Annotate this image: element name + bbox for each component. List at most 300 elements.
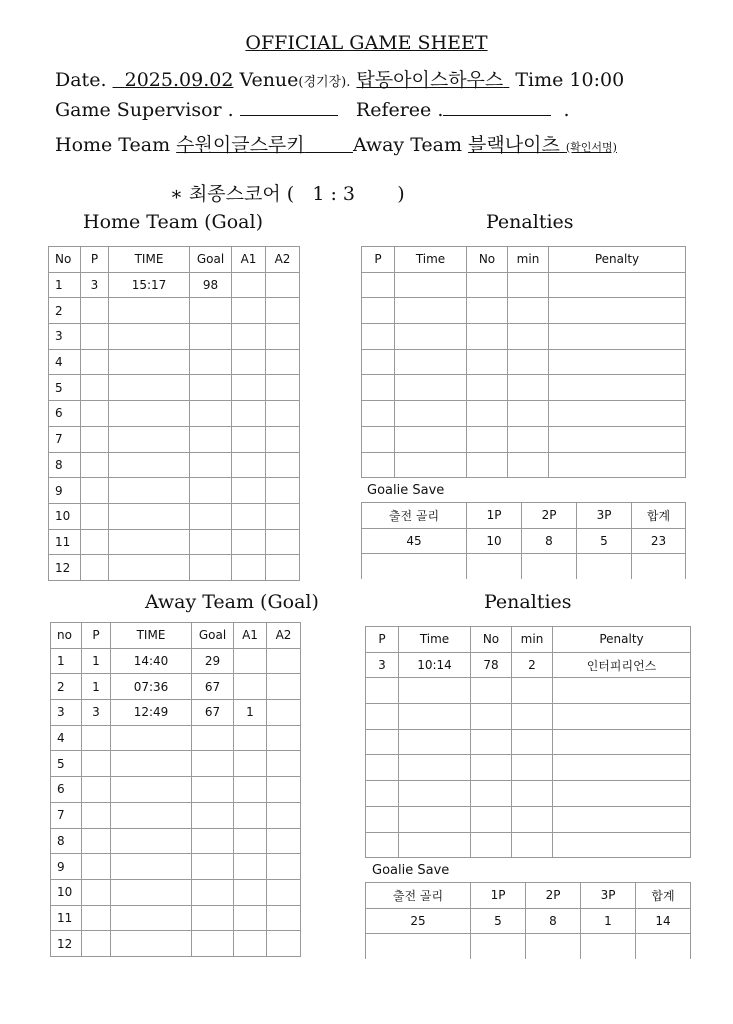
table-cell[interactable]: [362, 554, 467, 579]
table-cell[interactable]: [234, 777, 267, 803]
table-cell[interactable]: [467, 349, 508, 375]
column-header: 3P: [577, 503, 632, 529]
table-cell[interactable]: [190, 503, 232, 529]
table-cell[interactable]: 5: [577, 528, 632, 554]
table-row: [49, 375, 300, 401]
table-cell[interactable]: 10: [467, 528, 522, 554]
table-cell[interactable]: [467, 324, 508, 350]
home-penalties-heading: Penalties: [486, 211, 574, 233]
table-cell[interactable]: [234, 674, 267, 700]
table-cell[interactable]: [111, 905, 192, 931]
table-cell[interactable]: 4: [51, 725, 82, 751]
table-cell[interactable]: [190, 555, 232, 581]
table-cell[interactable]: [234, 725, 267, 751]
table-row: [362, 401, 686, 427]
table-cell[interactable]: [190, 298, 232, 324]
table-cell[interactable]: [81, 503, 109, 529]
table-cell[interactable]: 2: [512, 652, 553, 678]
table-cell[interactable]: [109, 452, 190, 478]
table-cell[interactable]: [395, 349, 467, 375]
table-cell[interactable]: [232, 426, 266, 452]
table-cell[interactable]: [362, 298, 395, 324]
venue-sub-label: (경기장).: [298, 75, 351, 90]
table-cell[interactable]: [234, 828, 267, 854]
table-cell[interactable]: [399, 781, 471, 807]
table-cell[interactable]: [82, 802, 111, 828]
table-header-row: [362, 247, 686, 273]
table-cell[interactable]: 78: [471, 652, 512, 678]
table-cell[interactable]: [192, 931, 234, 957]
table-cell[interactable]: [636, 934, 691, 959]
table-cell[interactable]: [549, 426, 686, 452]
table-cell[interactable]: [111, 879, 192, 905]
table-cell[interactable]: 7: [51, 802, 82, 828]
table-cell[interactable]: [549, 272, 686, 298]
table-cell[interactable]: 5: [49, 375, 81, 401]
away-goal-table: [50, 622, 301, 957]
table-cell[interactable]: [109, 349, 190, 375]
table-cell[interactable]: 14:40: [111, 648, 192, 674]
table-cell[interactable]: [508, 324, 549, 350]
supervisor-field[interactable]: [240, 97, 338, 116]
table-cell[interactable]: [109, 503, 190, 529]
table-cell[interactable]: [109, 324, 190, 350]
table-cell[interactable]: [111, 854, 192, 880]
table-cell[interactable]: [366, 832, 399, 858]
table-cell[interactable]: [508, 426, 549, 452]
table-cell[interactable]: 10: [51, 879, 82, 905]
table-cell[interactable]: [581, 934, 636, 959]
table-cell[interactable]: [512, 755, 553, 781]
home-goalie-save-label: Goalie Save: [367, 483, 445, 498]
table-cell[interactable]: [192, 777, 234, 803]
table-cell[interactable]: 1: [82, 648, 111, 674]
table-header-row: [51, 623, 301, 649]
table-cell[interactable]: [395, 401, 467, 427]
table-cell[interactable]: [232, 272, 266, 298]
table-cell[interactable]: [190, 375, 232, 401]
table-row: [49, 401, 300, 427]
table-cell[interactable]: 12:49: [111, 700, 192, 726]
table-cell[interactable]: [553, 678, 691, 704]
table-cell[interactable]: [109, 298, 190, 324]
table-cell[interactable]: 2: [49, 298, 81, 324]
table-cell[interactable]: [82, 777, 111, 803]
table-row: [366, 704, 691, 730]
table-cell[interactable]: [190, 426, 232, 452]
column-header: No: [467, 247, 508, 273]
away-team-label: Away Team: [352, 134, 462, 156]
table-cell[interactable]: [471, 729, 512, 755]
table-cell[interactable]: [267, 802, 301, 828]
table-cell[interactable]: [81, 324, 109, 350]
table-cell[interactable]: [234, 802, 267, 828]
column-header: 출전 골리: [366, 883, 471, 909]
table-row: [51, 854, 301, 880]
officials-line: [55, 97, 570, 121]
table-row: [51, 905, 301, 931]
table-cell[interactable]: [81, 298, 109, 324]
table-cell[interactable]: [467, 401, 508, 427]
table-cell[interactable]: [366, 678, 399, 704]
table-cell[interactable]: [81, 452, 109, 478]
table-cell[interactable]: [366, 781, 399, 807]
table-cell[interactable]: [508, 349, 549, 375]
table-cell[interactable]: 1: [49, 272, 81, 298]
table-cell[interactable]: [266, 298, 300, 324]
table-cell[interactable]: [82, 931, 111, 957]
table-cell[interactable]: 12: [49, 555, 81, 581]
table-row: [49, 503, 300, 529]
table-cell[interactable]: 11: [51, 905, 82, 931]
table-cell[interactable]: [362, 401, 395, 427]
table-cell[interactable]: [232, 375, 266, 401]
table-cell[interactable]: [234, 931, 267, 957]
table-cell[interactable]: [234, 648, 267, 674]
table-cell[interactable]: [577, 554, 632, 579]
table-cell[interactable]: [232, 324, 266, 350]
table-cell[interactable]: [512, 832, 553, 858]
table-cell[interactable]: [192, 725, 234, 751]
table-cell[interactable]: [399, 704, 471, 730]
table-row: [51, 725, 301, 751]
table-cell[interactable]: 25: [366, 908, 471, 934]
table-cell[interactable]: 98: [190, 272, 232, 298]
table-cell[interactable]: 14: [636, 908, 691, 934]
table-cell[interactable]: [109, 478, 190, 504]
table-cell[interactable]: 67: [192, 700, 234, 726]
table-cell[interactable]: [467, 375, 508, 401]
table-row: [51, 828, 301, 854]
table-cell[interactable]: [81, 375, 109, 401]
table-row: [362, 272, 686, 298]
table-cell[interactable]: 5: [51, 751, 82, 777]
table-cell[interactable]: [266, 478, 300, 504]
final-score: [170, 179, 405, 206]
table-cell[interactable]: [82, 879, 111, 905]
table-cell[interactable]: [266, 272, 300, 298]
table-cell[interactable]: [234, 879, 267, 905]
table-cell[interactable]: 67: [192, 674, 234, 700]
column-header: 2P: [522, 503, 577, 529]
table-cell[interactable]: [111, 828, 192, 854]
table-cell[interactable]: 4: [49, 349, 81, 375]
table-cell[interactable]: 8: [526, 908, 581, 934]
table-cell[interactable]: [232, 555, 266, 581]
table-cell[interactable]: [267, 879, 301, 905]
table-row: [51, 777, 301, 803]
table-cell[interactable]: [512, 729, 553, 755]
table-cell[interactable]: [512, 806, 553, 832]
table-cell[interactable]: 3: [51, 700, 82, 726]
table-cell[interactable]: [267, 751, 301, 777]
table-cell[interactable]: [267, 700, 301, 726]
table-cell[interactable]: 1: [581, 908, 636, 934]
table-cell[interactable]: [471, 755, 512, 781]
table-cell[interactable]: 6: [51, 777, 82, 803]
table-cell[interactable]: [467, 298, 508, 324]
table-cell[interactable]: [267, 828, 301, 854]
table-cell[interactable]: [232, 503, 266, 529]
table-cell[interactable]: [399, 729, 471, 755]
table-cell[interactable]: [632, 554, 686, 579]
table-cell[interactable]: [232, 478, 266, 504]
table-cell[interactable]: [234, 751, 267, 777]
table-cell[interactable]: [522, 554, 577, 579]
table-cell[interactable]: [81, 529, 109, 555]
table-cell[interactable]: [109, 555, 190, 581]
table-row: [362, 375, 686, 401]
final-score-close: ): [397, 183, 405, 205]
column-header: 합계: [632, 503, 686, 529]
table-cell[interactable]: [266, 375, 300, 401]
table-row: [51, 879, 301, 905]
table-cell[interactable]: [192, 802, 234, 828]
table-cell[interactable]: [366, 729, 399, 755]
table-cell[interactable]: [553, 832, 691, 858]
table-cell[interactable]: [82, 751, 111, 777]
table-cell[interactable]: [508, 298, 549, 324]
table-cell[interactable]: [471, 806, 512, 832]
table-cell[interactable]: [82, 854, 111, 880]
table-cell[interactable]: 11: [49, 529, 81, 555]
column-header: No: [49, 247, 81, 273]
table-cell[interactable]: [471, 934, 526, 959]
table-cell[interactable]: 45: [362, 528, 467, 554]
table-row: [51, 931, 301, 957]
table-cell[interactable]: [395, 375, 467, 401]
table-cell[interactable]: [266, 324, 300, 350]
table-cell[interactable]: 3: [49, 324, 81, 350]
table-cell[interactable]: [512, 781, 553, 807]
table-cell[interactable]: [190, 478, 232, 504]
away-team-value: 블랙나이츠 (확인서명): [468, 134, 617, 156]
table-cell[interactable]: [512, 678, 553, 704]
table-cell[interactable]: [467, 272, 508, 298]
table-cell[interactable]: 6: [49, 401, 81, 427]
table-cell[interactable]: [266, 555, 300, 581]
table-row: [366, 678, 691, 704]
table-cell[interactable]: [81, 349, 109, 375]
table-row: [362, 324, 686, 350]
table-cell[interactable]: 9: [49, 478, 81, 504]
table-cell[interactable]: [232, 452, 266, 478]
table-cell[interactable]: 7: [49, 426, 81, 452]
table-cell[interactable]: 23: [632, 528, 686, 554]
table-cell[interactable]: [266, 426, 300, 452]
table-cell[interactable]: [553, 729, 691, 755]
table-cell[interactable]: [512, 704, 553, 730]
table-cell[interactable]: [267, 905, 301, 931]
table-cell[interactable]: [549, 375, 686, 401]
table-cell[interactable]: 1: [234, 700, 267, 726]
table-cell[interactable]: [192, 905, 234, 931]
table-cell[interactable]: [553, 704, 691, 730]
table-row: [49, 324, 300, 350]
away-goalie-save-table: [365, 882, 691, 959]
column-header: Penalty: [549, 247, 686, 273]
table-cell[interactable]: [232, 349, 266, 375]
table-cell[interactable]: [395, 272, 467, 298]
table-cell[interactable]: [549, 349, 686, 375]
table-cell[interactable]: [111, 725, 192, 751]
table-cell[interactable]: [232, 401, 266, 427]
table-cell[interactable]: 15:17: [109, 272, 190, 298]
table-cell[interactable]: [267, 674, 301, 700]
table-cell[interactable]: 29: [192, 648, 234, 674]
referee-field[interactable]: [443, 97, 551, 116]
table-cell[interactable]: [266, 452, 300, 478]
table-cell[interactable]: 8: [51, 828, 82, 854]
table-cell[interactable]: 1: [82, 674, 111, 700]
table-cell[interactable]: 10: [49, 503, 81, 529]
table-header-row: [362, 503, 686, 529]
table-cell[interactable]: [81, 555, 109, 581]
table-cell[interactable]: [471, 832, 512, 858]
table-cell[interactable]: [109, 426, 190, 452]
table-cell[interactable]: [395, 452, 467, 478]
table-cell[interactable]: [190, 401, 232, 427]
table-cell[interactable]: [549, 452, 686, 478]
column-header: P: [82, 623, 111, 649]
home-goal-heading: Home Team (Goal): [83, 211, 263, 233]
table-cell[interactable]: [395, 298, 467, 324]
table-cell[interactable]: 인터피리언스: [553, 652, 691, 678]
table-cell[interactable]: 3: [366, 652, 399, 678]
table-cell[interactable]: [267, 931, 301, 957]
table-cell[interactable]: [395, 324, 467, 350]
table-cell[interactable]: [549, 298, 686, 324]
column-header: P: [362, 247, 395, 273]
column-header: min: [508, 247, 549, 273]
table-cell[interactable]: [366, 806, 399, 832]
column-header: A1: [232, 247, 266, 273]
table-cell[interactable]: [471, 678, 512, 704]
table-cell[interactable]: [267, 725, 301, 751]
table-cell[interactable]: [190, 324, 232, 350]
table-cell[interactable]: [190, 349, 232, 375]
column-header: no: [51, 623, 82, 649]
table-cell[interactable]: [81, 426, 109, 452]
table-cell[interactable]: [366, 934, 471, 959]
table-cell[interactable]: [508, 452, 549, 478]
table-cell[interactable]: 10:14: [399, 652, 471, 678]
table-cell[interactable]: [82, 725, 111, 751]
table-cell[interactable]: [111, 931, 192, 957]
table-cell[interactable]: [467, 452, 508, 478]
table-cell[interactable]: 07:36: [111, 674, 192, 700]
table-cell[interactable]: [109, 375, 190, 401]
table-cell[interactable]: [192, 854, 234, 880]
home-penalties-table: [361, 246, 686, 478]
table-cell[interactable]: [267, 854, 301, 880]
table-cell[interactable]: 3: [81, 272, 109, 298]
table-cell[interactable]: [267, 648, 301, 674]
table-cell[interactable]: [508, 375, 549, 401]
table-cell[interactable]: [266, 349, 300, 375]
table-cell[interactable]: [399, 678, 471, 704]
table-cell[interactable]: [109, 529, 190, 555]
table-cell[interactable]: [82, 905, 111, 931]
table-cell[interactable]: [232, 529, 266, 555]
table-cell[interactable]: [192, 828, 234, 854]
table-cell[interactable]: [399, 832, 471, 858]
table-cell[interactable]: [232, 298, 266, 324]
table-cell[interactable]: [111, 802, 192, 828]
sheet-title: OFFICIAL GAME SHEET: [245, 32, 488, 54]
column-header: Goal: [190, 247, 232, 273]
table-cell[interactable]: [471, 781, 512, 807]
table-cell[interactable]: [362, 452, 395, 478]
table-cell[interactable]: [81, 401, 109, 427]
table-cell[interactable]: [549, 401, 686, 427]
table-cell[interactable]: 8: [49, 452, 81, 478]
table-cell[interactable]: [266, 503, 300, 529]
table-cell[interactable]: [366, 755, 399, 781]
table-cell[interactable]: [553, 781, 691, 807]
table-cell[interactable]: 2: [51, 674, 82, 700]
table-cell[interactable]: [362, 324, 395, 350]
table-row: [362, 298, 686, 324]
table-cell[interactable]: 3: [82, 700, 111, 726]
table-cell[interactable]: [82, 828, 111, 854]
table-cell[interactable]: [267, 777, 301, 803]
table-cell[interactable]: [81, 478, 109, 504]
referee-label: Referee .: [355, 99, 444, 121]
table-cell[interactable]: [362, 426, 395, 452]
table-cell[interactable]: 9: [51, 854, 82, 880]
table-cell[interactable]: [111, 751, 192, 777]
table-cell[interactable]: [549, 324, 686, 350]
away-goal-heading: Away Team (Goal): [145, 591, 319, 613]
table-cell[interactable]: [266, 529, 300, 555]
table-cell[interactable]: [362, 349, 395, 375]
table-row: [49, 452, 300, 478]
table-cell[interactable]: [399, 806, 471, 832]
table-cell[interactable]: 1: [51, 648, 82, 674]
table-cell[interactable]: [471, 704, 512, 730]
table-cell[interactable]: [109, 401, 190, 427]
table-row: [51, 648, 301, 674]
table-cell[interactable]: [192, 879, 234, 905]
table-cell[interactable]: [111, 777, 192, 803]
table-cell[interactable]: [508, 272, 549, 298]
home-goal-table: [48, 246, 300, 581]
table-cell[interactable]: [508, 401, 549, 427]
table-cell[interactable]: [266, 401, 300, 427]
table-cell[interactable]: [190, 452, 232, 478]
table-cell[interactable]: [395, 426, 467, 452]
table-cell[interactable]: [366, 704, 399, 730]
table-cell[interactable]: [553, 755, 691, 781]
table-cell[interactable]: [467, 426, 508, 452]
table-cell[interactable]: [234, 854, 267, 880]
table-cell[interactable]: [399, 755, 471, 781]
table-cell[interactable]: 12: [51, 931, 82, 957]
time-label: Time: [515, 69, 564, 91]
table-cell[interactable]: [190, 529, 232, 555]
table-cell[interactable]: [192, 751, 234, 777]
column-header: P: [81, 247, 109, 273]
table-cell[interactable]: [362, 272, 395, 298]
table-cell[interactable]: [553, 806, 691, 832]
table-cell[interactable]: [467, 554, 522, 579]
table-cell[interactable]: 5: [471, 908, 526, 934]
table-cell[interactable]: 8: [522, 528, 577, 554]
table-cell[interactable]: [234, 905, 267, 931]
table-cell[interactable]: [526, 934, 581, 959]
table-cell[interactable]: [362, 375, 395, 401]
